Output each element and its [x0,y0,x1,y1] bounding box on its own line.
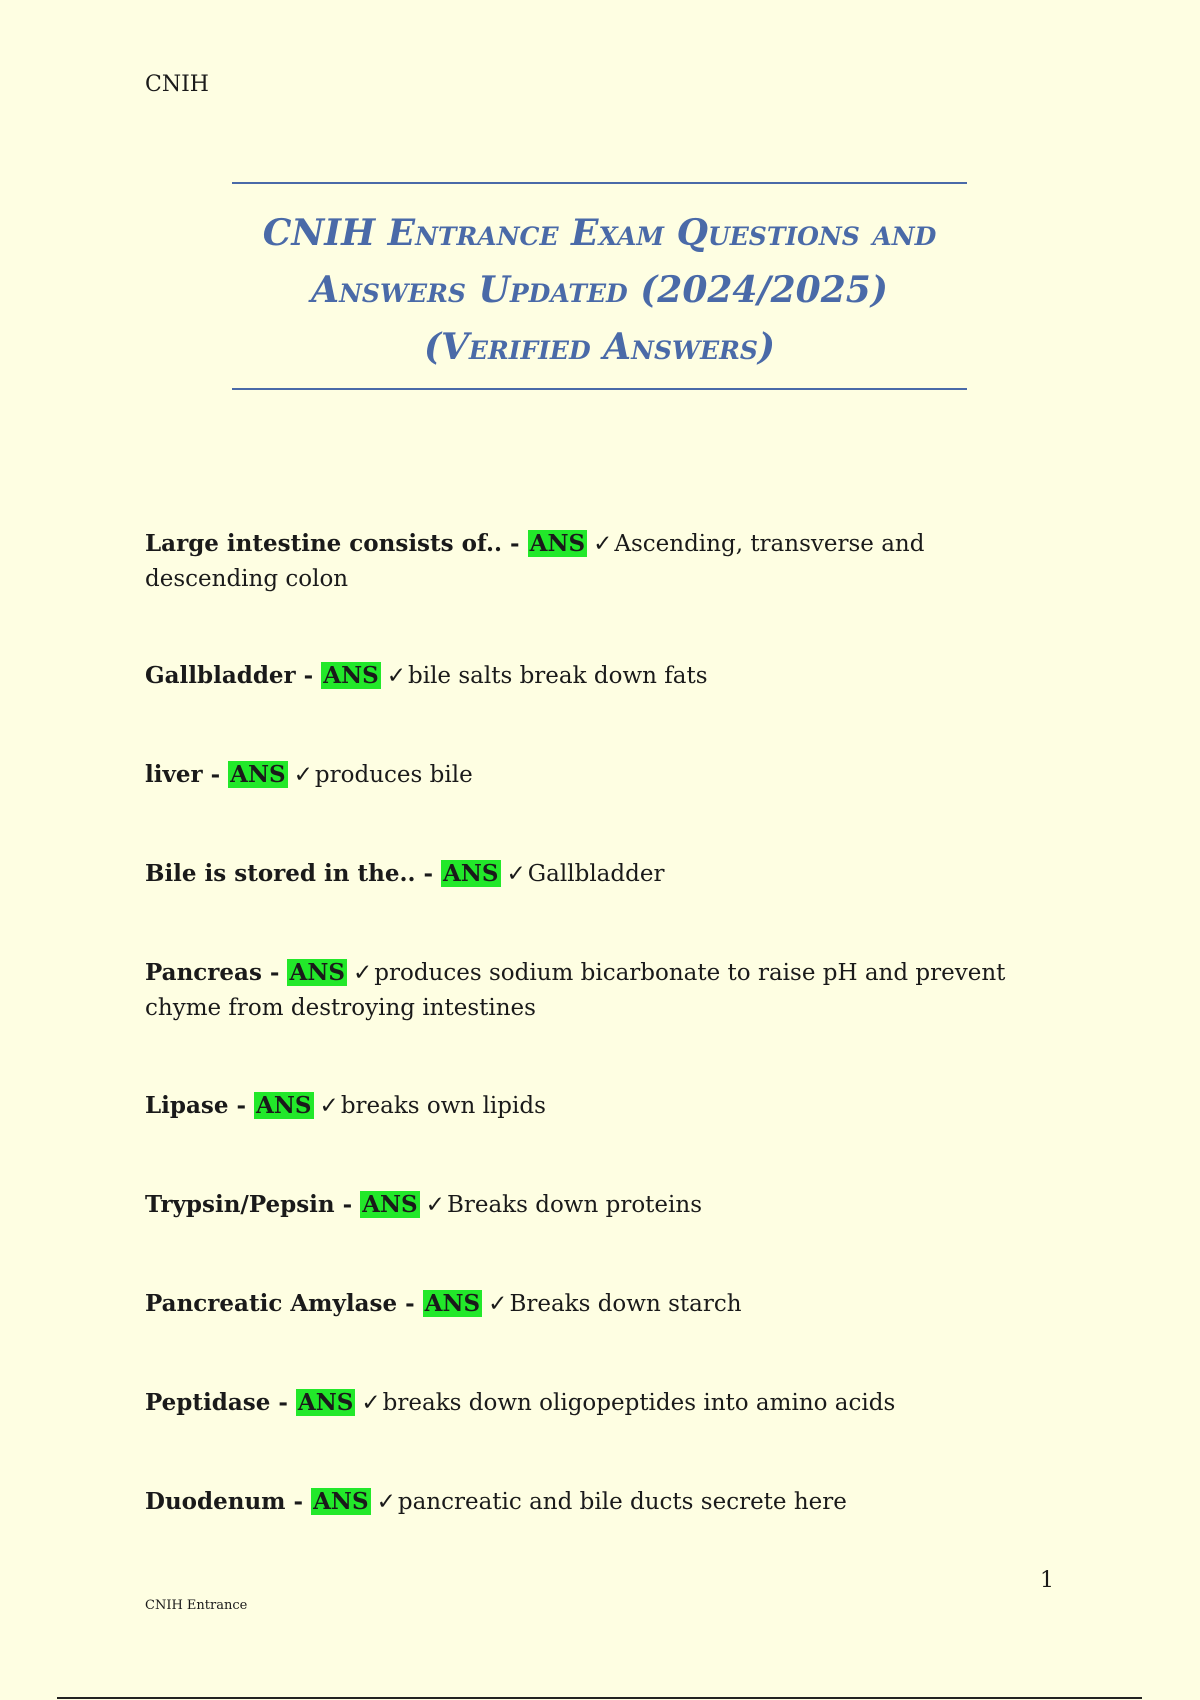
checkmark-icon: ✓ [506,861,526,887]
ans-label: ANS [313,1488,369,1515]
question-text: Pancreas [145,959,262,986]
ans-label: ANS [424,1290,481,1317]
checkmark-icon: ✓ [376,1489,396,1515]
question-text: Duodenum [145,1488,286,1515]
question-text: Large intestine consists of.. [145,530,503,557]
title-line-2: Answers Updated (2024/2025) [311,269,888,311]
answer-text: bile salts break down fats [408,663,708,689]
qa-item [145,955,1045,1026]
title-line-3: (Verified Answers) [423,326,776,368]
checkmark-icon: ✓ [293,762,313,788]
checkmark-icon: ✓ [386,663,406,689]
ans-label: ANS [529,530,586,557]
page-bottom-rule [57,1697,1142,1699]
answer-text: produces bile [314,762,473,788]
separator: - [285,1488,312,1515]
qa-item [145,1286,1045,1322]
ans-label: ANS [297,1389,354,1416]
separator: - [261,959,288,986]
page-footer: CNIH Entrance [145,1598,248,1613]
qa-item [145,856,1045,892]
separator: - [502,530,528,557]
qa-item [145,1187,1045,1223]
question-text: Trypsin/Pepsin [145,1191,335,1218]
title-bottom-rule [232,388,967,390]
qa-item [145,526,1045,597]
checkmark-icon: ✓ [425,1192,445,1218]
question-text: liver [145,761,203,788]
answer-text: breaks own lipids [340,1093,546,1119]
checkmark-icon: ✓ [352,960,373,986]
separator: - [397,1290,423,1317]
separator: - [295,662,322,689]
page-number: 1 [1040,1568,1054,1593]
separator: - [415,860,442,887]
ans-label: ANS [289,959,345,986]
checkmark-icon: ✓ [488,1291,508,1317]
qa-item [145,1484,1045,1520]
ans-label: ANS [443,860,499,887]
separator: - [202,761,229,788]
checkmark-icon: ✓ [361,1390,381,1416]
question-text: Peptidase [145,1389,271,1416]
answer-text: Breaks down proteins [446,1192,702,1218]
document-title [232,205,967,376]
title-line-1: CNIH Entrance Exam Questions and [262,212,937,254]
question-text: Pancreatic Amylase [145,1290,398,1317]
ans-label: ANS [230,761,286,788]
checkmark-icon: ✓ [319,1093,339,1119]
answer-text: Ascending, transverse and descending colon [145,531,925,592]
answer-text: produces sodium bicarbonate to raise pH and prevent chyme from destroying intestines [145,960,1006,1021]
page-header: CNIH [145,72,209,97]
separator: - [334,1191,361,1218]
ans-label: ANS [362,1191,418,1218]
answer-text: breaks down oligopeptides into amino acids [382,1390,896,1416]
separator: - [270,1389,296,1416]
ans-label: ANS [256,1092,312,1119]
checkmark-icon: ✓ [593,531,613,557]
ans-label: ANS [323,662,379,689]
qa-item [145,757,1045,793]
qa-item [145,658,1045,694]
qa-item [145,1088,1045,1124]
separator: - [228,1092,255,1119]
question-text: Lipase [145,1092,229,1119]
answer-text: Gallbladder [527,861,665,887]
answer-text: pancreatic and bile ducts secrete here [397,1489,847,1515]
question-text: Gallbladder [145,662,296,689]
title-top-rule [232,182,967,184]
answer-text: Breaks down starch [509,1291,742,1317]
question-text: Bile is stored in the.. [145,860,416,887]
qa-item [145,1385,1045,1421]
